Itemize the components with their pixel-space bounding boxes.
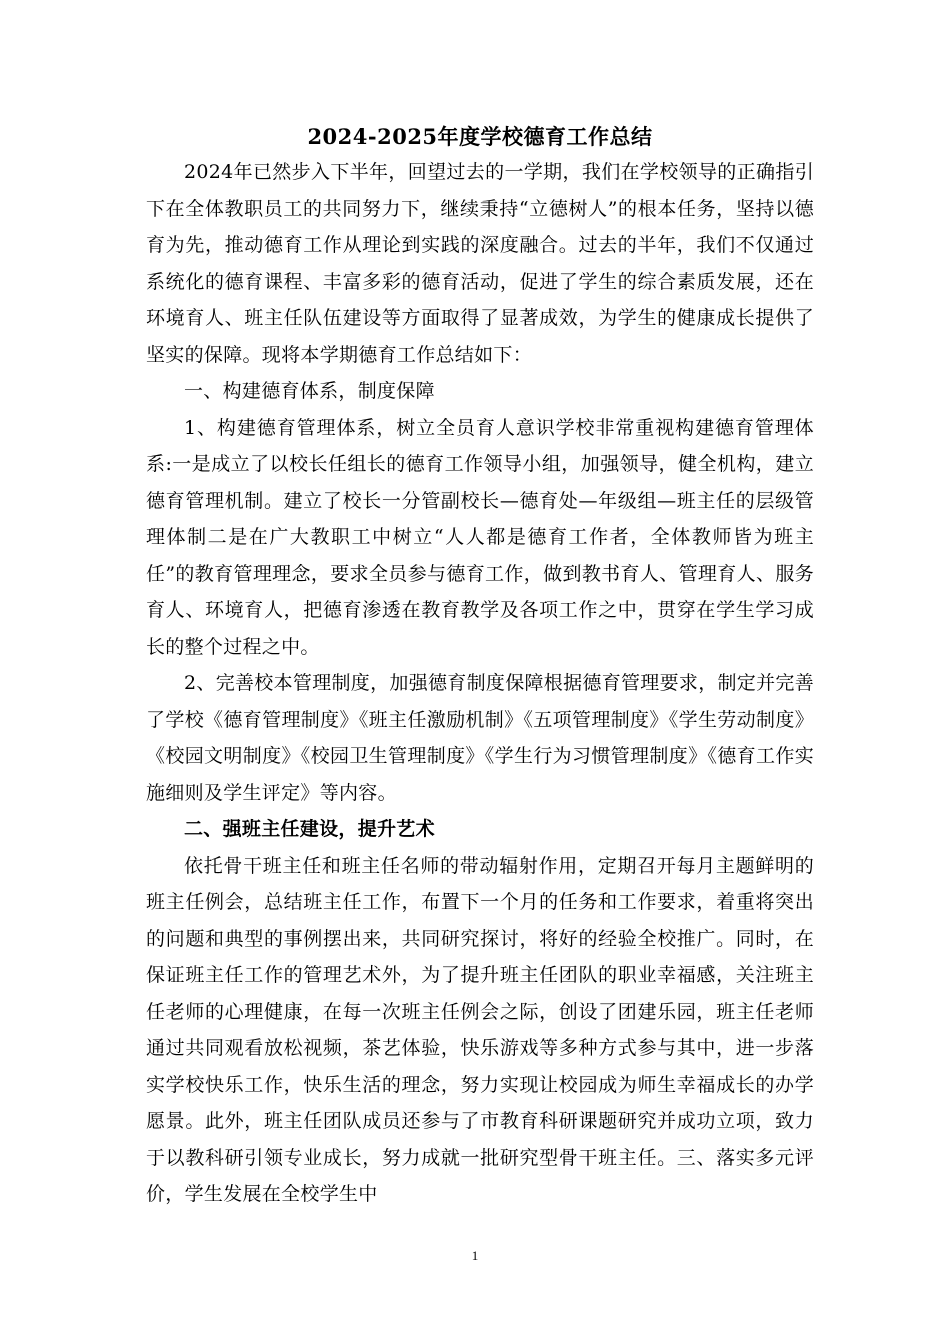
document-title: 2024-2025年度学校德育工作总结 [307, 124, 653, 149]
page-number: 1 [471, 1248, 479, 1263]
section-1-item-2-paragraph: 2、完善校本管理制度，加强德育制度保障根据德育管理要求，制定并完善了学校《德育管理制度》《班主任激励机制》《五项管理制度》《学生劳动制度》《校园文明制度》《校园卫生管理制度》《学生行为习惯管理制度》《德育工作实施细则及学生评定》等内容。 [146, 672, 814, 804]
section-1-item-1-paragraph: 1、构建德育管理体系，树立全员育人意识学校非常重视构建德育管理体系:一是成立了以校长任组长的德育工作领导小组，加强领导，健全机构，建立德育管理机制。建立了校长一分管副校长—德育处—年级组—班主任的层级管理体制二是在广大教职工中树立“人人都是德育工作者，全体教师皆为班主任”的教育管理理念，要求全员参与德育工作，做到教书育人、管理育人、服务育人、环境育人，把德育渗透在教育教学及各项工作之中，贯穿在学生学习成长的整个过程之中。 [146, 416, 814, 658]
intro-paragraph: 2024年已然步入下半年，回望过去的一学期，我们在学校领导的正确指引下在全体教职员工的共同努力下，继续秉持“立德树人”的根本任务，坚持以德育为先，推动德育工作从理论到实践的深度融合。过去的半年，我们不仅通过系统化的德育课程、丰富多彩的德育活动，促进了学生的综合素质发展，还在环境育人、班主任队伍建设等方面取得了显著成效，为学生的健康成长提供了坚实的保障。现将本学期德育工作总结如下： [146, 161, 814, 366]
section-heading-2: 二、强班主任建设，提升艺术 [184, 818, 435, 840]
section-2-paragraph: 依托骨干班主任和班主任名师的带动辐射作用，定期召开每月主题鲜明的班主任例会，总结班主任工作，布置下一个月的任务和工作要求，着重将突出的问题和典型的事例摆出来，共同研究探讨，将好的经验全校推广。同时，在保证班主任工作的管理艺术外，为了提升班主任团队的职业幸福感，关注班主任老师的心理健康，在每一次班主任例会之际，创设了团建乐园，班主任老师通过共同观看放松视频，茶艺体验，快乐游戏等多种方式参与其中，进一步落实学校快乐工作，快乐生活的理念，努力实现让校园成为师生幸福成长的办学愿景。此外，班主任团队成员还参与了市教育科研课题研究并成功立项，致力于以教科研引领专业成长，努力成就一批研究型骨干班主任。三、落实多元评价，学生发展在全校学生中 [146, 854, 814, 1205]
section-heading-1: 一、构建德育体系，制度保障 [184, 380, 435, 402]
document-body [146, 120, 814, 1213]
